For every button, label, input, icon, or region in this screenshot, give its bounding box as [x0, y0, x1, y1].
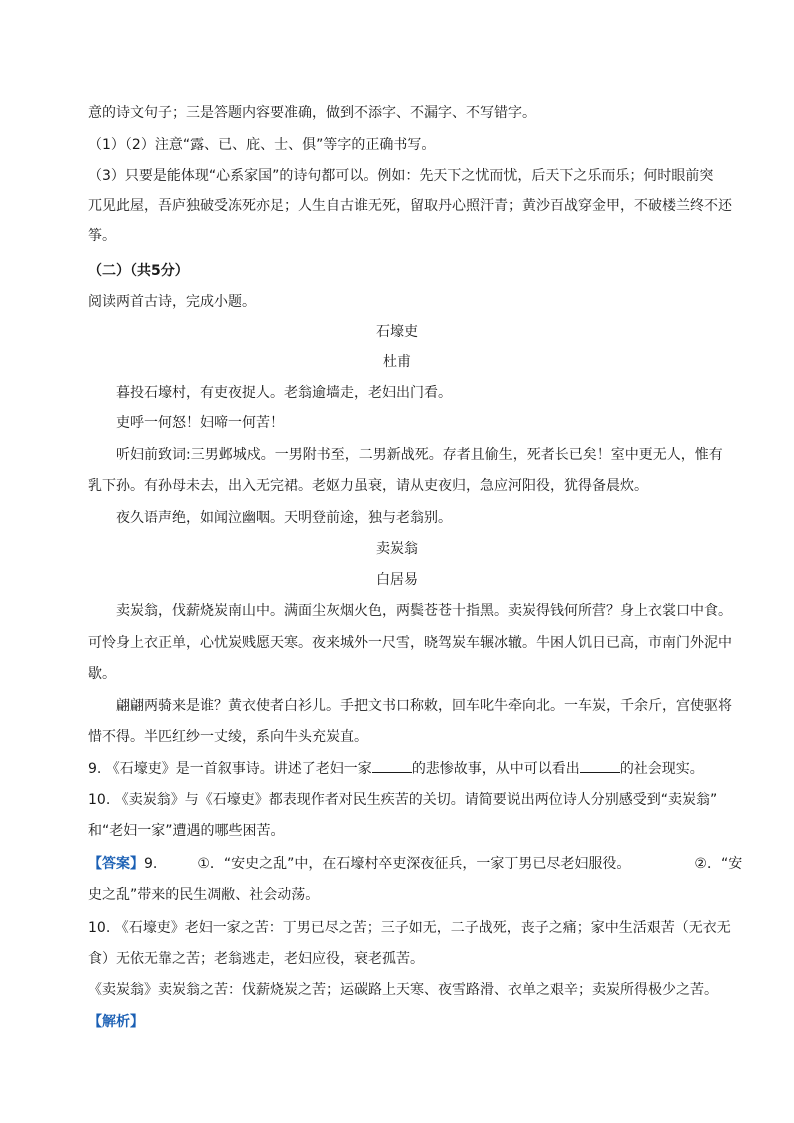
poem1-author: 杜甫: [383, 354, 411, 370]
section-heading: （二）（共5分）: [88, 263, 189, 279]
analysis-tag: 【解析】: [88, 1014, 144, 1030]
answer-9-number: 9.: [144, 856, 158, 872]
poem1-line-3: 听妇前致词:三男邺城戍。一男附书至，二男新战死。存者且偷生，死者长已矣！室中更无人，惟有: [116, 447, 723, 463]
question-9: [88, 760, 704, 778]
poem2-author: 白居易: [376, 572, 418, 588]
question-9-part-2: 的悲惨故事，从中可以看出: [411, 761, 580, 777]
section-instruction: 阅读两首古诗，完成小题。: [88, 294, 256, 310]
answer-9-part-2: ②．“安: [694, 856, 743, 872]
answer-blank-1[interactable]: [372, 760, 412, 773]
answer-10-line-2: 食）无依无靠之苦；老翁逃走，老妇应役，衰老孤苦。: [88, 951, 424, 967]
poem2-line-3: 歇。: [88, 666, 116, 682]
intro-line-1: 意的诗文句子；三是答题内容要准确，做到不添字、不漏字、不写错字。: [88, 105, 536, 121]
poem1-line-5: 夜久语声绝，如闻泣幽咽。天明登前途，独与老翁别。: [116, 510, 452, 526]
answer-9-part-1: ①．“安史之乱”中，在石壕村卒吏深夜征兵，一家丁男已尽老妇服役。: [197, 856, 631, 872]
poem1-line-4: 乳下孙。有孙母未去，出入无完裙。老妪力虽衰，请从吏夜归，急应河阳役，犹得备晨炊。: [88, 478, 648, 494]
question-9-part-1: 9. 《石壕吏》是一首叙事诗。讲述了老妇一家: [88, 761, 372, 777]
intro-line-5: 筝。: [88, 228, 116, 244]
poem1-line-2: 吏呼一何怒！妇啼一何苦！: [116, 415, 284, 431]
answer-tag: 【答案】: [88, 856, 144, 872]
answer-blank-2[interactable]: [580, 760, 620, 773]
poem1-line-1: 暮投石壕村，有吏夜捉人。老翁逾墙走，老妇出门看。: [116, 385, 452, 401]
poem2-line-2: 可怜身上衣正单，心忧炭贱愿天寒。夜来城外一尺雪，晓驾炭车辗冰辙。牛困人饥日已高，市南门外泥中: [88, 635, 732, 651]
answer-9-line-2: 史之乱”带来的民生凋敝、社会动荡。: [88, 887, 320, 903]
question-10-line-2: 和“老妇一家”遭遇的哪些困苦。: [88, 823, 285, 839]
intro-line-3: （3）只要是能体现“心系家国”的诗句都可以。例如：先天下之忧而忧，后天下之乐而乐；何时眼前突: [88, 168, 714, 184]
poem1-title: 石壕吏: [376, 324, 418, 340]
question-10-line-1: 10. 《卖炭翁》与《石壕吏》都表现作者对民生疾苦的关切。请简要说出两位诗人分别感受到“卖炭翁”: [88, 792, 718, 808]
poem2-line-4: 翩翩两骑来是谁？黄衣使者白衫儿。手把文书口称敕，回车叱牛牵向北。一车炭，千余斤，宫使驱将: [116, 698, 732, 714]
poem2-title: 卖炭翁: [376, 541, 418, 557]
intro-line-4: 兀见此屋，吾庐独破受冻死亦足；人生自古谁无死，留取丹心照汗青；黄沙百战穿金甲，不破楼兰终不还: [88, 198, 732, 214]
poem2-line-5: 惜不得。半匹红纱一丈绫，系向牛头充炭直。: [88, 729, 368, 745]
question-9-part-3: 的社会现实。: [619, 761, 704, 777]
answer-9-line-1: [88, 855, 742, 873]
intro-line-2: （1）（2）注意“露、已、庇、士、俱”等字的正确书写。: [88, 137, 436, 153]
poem2-line-1: 卖炭翁，伐薪烧炭南山中。满面尘灰烟火色，两鬓苍苍十指黑。卖炭得钱何所营？身上衣裳口中食。: [116, 603, 732, 619]
answer-10-line-1: 10. 《石壕吏》老妇一家之苦：丁男已尽之苦；三子如无，二子战死，丧子之痛；家中生活艰苦（无衣无: [88, 920, 731, 936]
answer-10-line-3: 《卖炭翁》卖炭翁之苦：伐薪烧炭之苦；运碳路上天寒、夜雪路滑、衣单之艰辛；卖炭所得极少之苦。: [88, 982, 718, 998]
